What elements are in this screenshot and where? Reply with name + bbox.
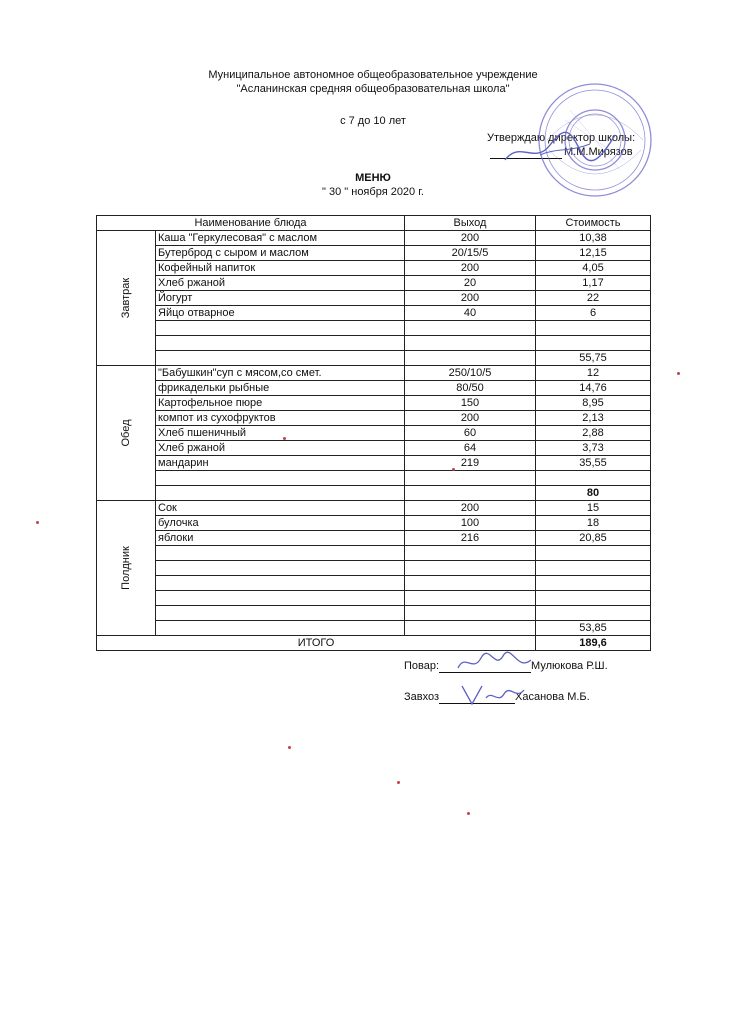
scan-speck (677, 372, 680, 375)
dish-output (405, 336, 536, 351)
table-row (97, 306, 651, 321)
dish-name: Бутерброд с сыром и маслом (156, 246, 405, 261)
empty-cell (156, 486, 405, 501)
dish-cost: 14,76 (536, 381, 651, 396)
menu-table (96, 215, 651, 651)
table-row (97, 456, 651, 471)
dish-name: "Бабушкин"суп с мясом,со смет. (156, 366, 405, 381)
empty-cell (405, 486, 536, 501)
dish-cost (536, 606, 651, 621)
dish-output: 250/10/5 (405, 366, 536, 381)
dish-cost: 35,55 (536, 456, 651, 471)
scan-speck (36, 521, 39, 524)
dish-name: Хлеб ржаной (156, 276, 405, 291)
table-row (97, 381, 651, 396)
dish-cost: 3,73 (536, 441, 651, 456)
dish-output: 80/50 (405, 381, 536, 396)
table-row (97, 441, 651, 456)
director-signature (500, 120, 620, 170)
cook-label: Повар: (404, 660, 440, 672)
empty-cell (405, 351, 536, 366)
table-row (97, 411, 651, 426)
section-label-cell (97, 501, 156, 636)
table-row (97, 366, 651, 381)
dish-output (405, 471, 536, 486)
dish-output: 20 (405, 276, 536, 291)
empty-cell (405, 621, 536, 636)
table-row (97, 471, 651, 486)
scan-speck (397, 781, 400, 784)
dish-name: Яйцо отварное (156, 306, 405, 321)
dish-output: 219 (405, 456, 536, 471)
dish-name: Йогурт (156, 291, 405, 306)
dish-output (405, 561, 536, 576)
section-subtotal: 55,75 (536, 351, 651, 366)
dish-output: 200 (405, 411, 536, 426)
dish-output: 150 (405, 396, 536, 411)
dish-output (405, 591, 536, 606)
table-row (97, 606, 651, 621)
dish-name (156, 321, 405, 336)
section-label: Полдник (120, 546, 132, 590)
dish-cost: 20,85 (536, 531, 651, 546)
subtotal-row (97, 351, 651, 366)
dish-output: 200 (405, 261, 536, 276)
table-header-row (97, 216, 651, 231)
dish-cost (536, 471, 651, 486)
total-value: 189,6 (536, 636, 651, 651)
dish-cost (536, 561, 651, 576)
dish-output: 64 (405, 441, 536, 456)
dish-name: Сок (156, 501, 405, 516)
header-dish-name: Наименование блюда (97, 216, 405, 231)
table-row (97, 591, 651, 606)
dish-cost: 22 (536, 291, 651, 306)
dish-output (405, 576, 536, 591)
dish-name (156, 591, 405, 606)
dish-cost (536, 546, 651, 561)
total-label: ИТОГО (97, 636, 536, 651)
table-row (97, 516, 651, 531)
dish-cost: 8,95 (536, 396, 651, 411)
table-row (97, 576, 651, 591)
dish-name (156, 561, 405, 576)
storekeeper-name: Хасанова М.Б. (515, 691, 590, 703)
dish-name: Хлеб пшеничный (156, 426, 405, 441)
dish-cost: 1,17 (536, 276, 651, 291)
dish-cost: 12 (536, 366, 651, 381)
dish-cost: 6 (536, 306, 651, 321)
table-row (97, 546, 651, 561)
dish-output: 60 (405, 426, 536, 441)
table-row (97, 321, 651, 336)
empty-cell (156, 351, 405, 366)
table-row (97, 276, 651, 291)
age-range: с 7 до 10 лет (340, 115, 406, 127)
header-output: Выход (405, 216, 536, 231)
storekeeper-label: Завхоз (404, 691, 440, 703)
section-label-cell (97, 366, 156, 501)
table-row (97, 426, 651, 441)
scan-speck (467, 812, 470, 815)
menu-title: МЕНЮ (355, 172, 391, 184)
dish-name: булочка (156, 516, 405, 531)
scan-speck (283, 437, 286, 440)
dish-output (405, 606, 536, 621)
dish-name (156, 471, 405, 486)
dish-output: 40 (405, 306, 536, 321)
dish-name (156, 606, 405, 621)
subtotal-row (97, 486, 651, 501)
organization-name-line2: "Асланинская средняя общеобразовательная школа" (236, 83, 510, 95)
dish-output: 100 (405, 516, 536, 531)
empty-cell (156, 621, 405, 636)
dish-cost: 12,15 (536, 246, 651, 261)
table-row (97, 291, 651, 306)
section-subtotal: 53,85 (536, 621, 651, 636)
dish-name: мандарин (156, 456, 405, 471)
dish-cost (536, 591, 651, 606)
section-label: Обед (120, 419, 132, 447)
dish-cost: 4,05 (536, 261, 651, 276)
dish-name: Хлеб ржаной (156, 441, 405, 456)
dish-name (156, 546, 405, 561)
dish-output: 200 (405, 291, 536, 306)
cook-signature (455, 648, 535, 676)
dish-name (156, 576, 405, 591)
dish-name: Кофейный напиток (156, 261, 405, 276)
section-label-cell (97, 231, 156, 366)
dish-output: 200 (405, 231, 536, 246)
storekeeper-signature (458, 680, 528, 708)
dish-output (405, 321, 536, 336)
dish-name: фрикадельки рыбные (156, 381, 405, 396)
scan-speck (288, 746, 291, 749)
header-cost: Стоимость (536, 216, 651, 231)
dish-cost: 2,13 (536, 411, 651, 426)
cook-name: Мулюкова Р.Ш. (531, 660, 608, 672)
table-row (97, 336, 651, 351)
table-row (97, 231, 651, 246)
section-subtotal: 80 (536, 486, 651, 501)
dish-output: 200 (405, 501, 536, 516)
dish-output: 216 (405, 531, 536, 546)
table-row (97, 261, 651, 276)
dish-cost (536, 336, 651, 351)
dish-cost (536, 321, 651, 336)
table-row (97, 501, 651, 516)
dish-output (405, 546, 536, 561)
dish-cost: 10,38 (536, 231, 651, 246)
dish-name: компот из сухофруктов (156, 411, 405, 426)
scan-speck (452, 468, 455, 471)
menu-table-body (97, 231, 651, 651)
table-row (97, 246, 651, 261)
menu-date: " 30 " ноября 2020 г. (322, 186, 424, 198)
dish-cost: 2,88 (536, 426, 651, 441)
total-row (97, 636, 651, 651)
subtotal-row (97, 621, 651, 636)
dish-output: 20/15/5 (405, 246, 536, 261)
table-row (97, 531, 651, 546)
section-label: Завтрак (120, 277, 132, 319)
approval-label: Утверждаю директор школы: (487, 132, 636, 144)
director-name: М.М.Мирязов (564, 146, 633, 158)
dish-name: яблоки (156, 531, 405, 546)
dish-name (156, 336, 405, 351)
table-row (97, 396, 651, 411)
dish-cost: 18 (536, 516, 651, 531)
dish-cost (536, 576, 651, 591)
dish-name: Каша "Геркулесовая" с маслом (156, 231, 405, 246)
dish-name: Картофельное пюре (156, 396, 405, 411)
dish-cost: 15 (536, 501, 651, 516)
organization-name-line1: Муниципальное автономное общеобразовательное учреждение (208, 69, 538, 81)
table-row (97, 561, 651, 576)
